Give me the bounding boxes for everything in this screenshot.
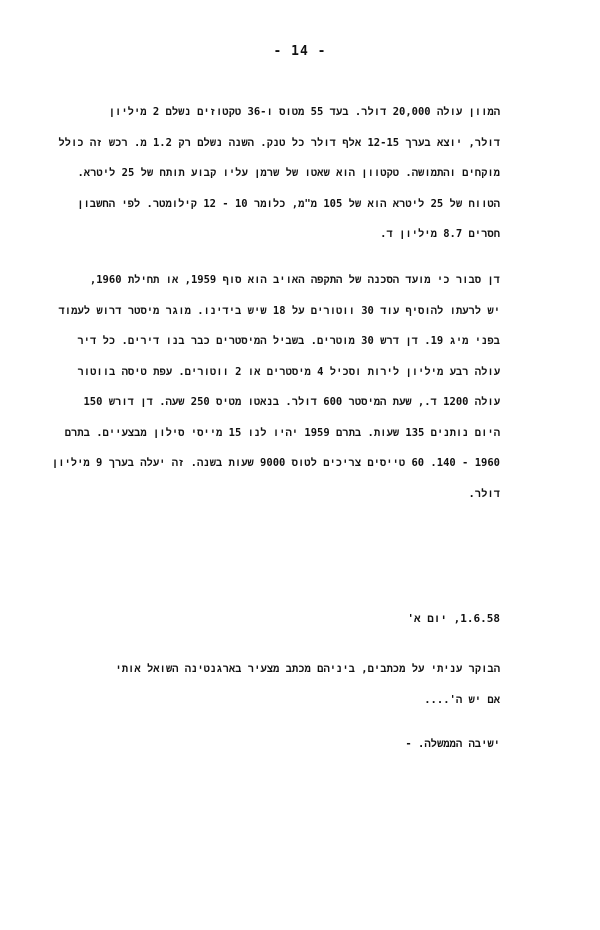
text-line: המוון עולה 20,000 דולר. בעד 55 מטוס ו-36 טקטוזים נשלם 2 מיליון	[108, 106, 500, 118]
text-line: דן סבור כי מועד הסכנה של התקפה האויב הוא סוף 1959, או תחילת 1960,	[89, 274, 500, 286]
text-line: דולר, יוצא בערך 12-15 אלף דולר כל טנק. השנה נשלם רק 1.2 מ. רכש זה כולל	[58, 136, 500, 149]
text-line: דולר.	[468, 487, 500, 500]
page-number: - 14 -	[273, 44, 327, 59]
signoff-text: ישיבה הממשלה.	[418, 738, 500, 750]
text-line: בפני מיג 19. דן דרש 30 מוטרים. בשביל המיסטרים כבר בנו דירים. כל דיר	[77, 335, 500, 347]
paragraph-air-force	[51, 265, 500, 509]
text-line: הטווח של 25 ליטרא הוא של 105 מ"מ, כלומר 10 - 12 קילומטר. לפי החשבון	[77, 197, 500, 210]
text-line: עולה רבע מיליון לירות וסכיל 4 מיסטרים או 2 ווטורים. עפת טיסה בווטור	[77, 365, 500, 378]
cabinet-meeting-note	[200, 738, 500, 751]
text-line: אם יש ה'....	[424, 693, 500, 706]
text-line: היום נותנים 135 שעות. בתרם 1959 יהיו לנו 15 מייסי סילון מבצעיים. בתרם	[64, 426, 500, 439]
text-line: 1960 - 140. 60 טייסים צריכים לטוס 9000 שעות בשנה. זה יעלה בערך 9 מיליון	[51, 457, 500, 469]
text-line: הבוקר עניתי על מכתבים, ביניהם מכתב מצעיר בארגנטינה השואל אותי	[115, 663, 500, 675]
text-line: יש לרעתו להוסיף עוד 30 ווטורים על 18 שיש בידינו. מוגר מיסטר דרוש לעמוד	[58, 304, 500, 317]
paragraph-letters	[95, 654, 500, 715]
text-line: חסרים 8.7 מיליון ד.	[380, 228, 500, 240]
paragraph-budget-tanks	[58, 97, 500, 250]
diary-date-heading: 1.6.58, יום א'	[407, 612, 500, 625]
signoff-dash: -	[405, 738, 412, 750]
text-line: עולה 1200 ד., שעת המיסטר 600 דולר. בנאטו מטיס 250 שעה. דן דורש 150	[83, 396, 500, 408]
text-line: מוקחים והתמושה. טקטוון הוא שאטו של שרמן עליו קבוע תותח של 25 ליטרא.	[77, 167, 500, 179]
